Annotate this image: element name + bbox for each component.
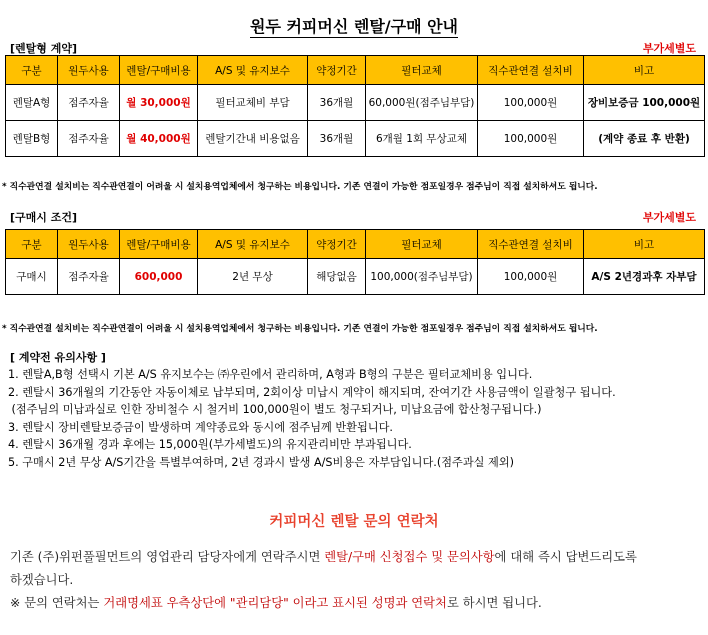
table-cell: 월 30,000원 bbox=[120, 85, 198, 121]
table-cell: 36개월 bbox=[308, 85, 366, 121]
contact-line bbox=[10, 592, 637, 615]
contact-info bbox=[10, 546, 637, 615]
header-cell: 직수관연결 설치비 bbox=[478, 230, 584, 259]
caution-item: 1. 렌탈A,B형 선택시 기본 A/S 유지보수는 ㈜우린에서 관리하며, A형과 B형의 구분은 필터교체비용 입니다. bbox=[8, 368, 533, 381]
table-cell: 100,000원 bbox=[478, 121, 584, 157]
table-cell: 6개월 1회 무상교체 bbox=[366, 121, 478, 157]
header-cell: 약정기간 bbox=[308, 56, 366, 85]
header-cell: 렌탈/구매비용 bbox=[120, 230, 198, 259]
contact-text: 기존 (주)위펀풀필먼트의 영업관리 담당자에게 연락주시면 bbox=[10, 550, 325, 564]
table-row bbox=[6, 85, 705, 121]
header-cell: 원두사용 bbox=[58, 230, 120, 259]
table-cell: 점주자율 bbox=[58, 85, 120, 121]
contact-highlight: 렌탈/구매 신청접수 및 문의사항 bbox=[324, 550, 495, 564]
table-cell: 점주자율 bbox=[58, 121, 120, 157]
contact-text: ※ 문의 연락처는 bbox=[10, 596, 104, 610]
caution-item: 3. 렌탈시 장비렌탈보증금이 발생하며 계약종료와 동시에 점주님께 반환됩니다. bbox=[8, 420, 393, 434]
contact-text: 에 대해 즉시 답변드리도록 bbox=[494, 550, 637, 564]
table-cell: 필터교체비 부담 bbox=[198, 85, 308, 121]
table-cell: 100,000원 bbox=[478, 259, 584, 295]
rental-header-row bbox=[6, 56, 705, 85]
header-cell: A/S 및 유지보수 bbox=[198, 56, 308, 85]
header-cell: 필터교체 bbox=[366, 56, 478, 85]
purchase-footnote: * 직수관연결 설치비는 직수관연결이 어려울 시 설치용역업체에서 청구하는 비용입니다. 기존 연결이 가능한 점포일경우 점주님이 직접 설치하셔도 됩니다. bbox=[2, 324, 598, 334]
table-cell: 렌탈A형 bbox=[6, 85, 58, 121]
table-row bbox=[6, 259, 705, 295]
caution-item: 5. 구매시 2년 무상 A/S기간을 특별부여하며, 2년 경과시 발생 A/S비용은 자부담입니다.(점주과실 제외) bbox=[8, 455, 514, 469]
header-cell: A/S 및 유지보수 bbox=[198, 230, 308, 259]
caution-item: (점주님의 미납과실로 인한 장비철수 시 철거비 100,000원이 별도 청구되거나, 미납요금에 합산청구됩니다.) bbox=[8, 403, 542, 416]
table-cell: 장비보증금 100,000원 bbox=[584, 85, 705, 121]
table-cell: 100,000(점주님부담) bbox=[366, 259, 478, 295]
header-cell: 구분 bbox=[6, 230, 58, 259]
contact-title: 커피머신 렌탈 문의 연락처 bbox=[269, 514, 439, 530]
caution-item: 2. 렌탈시 36개월의 기간동안 자동이체로 납부되며, 2회이상 미납시 계약이 해지되며, 잔여기간 사용금액이 일괄청구 됩니다. bbox=[8, 385, 616, 399]
rental-footnote: * 직수관연결 설치비는 직수관연결이 어려울 시 설치용역업체에서 청구하는 비용입니다. 기존 연결이 가능한 점포일경우 점주님이 직접 설치하셔도 됩니다. bbox=[2, 182, 598, 192]
table-row bbox=[6, 121, 705, 157]
contact-line: 하겠습니다. bbox=[10, 573, 74, 587]
table-cell: 렌탈B형 bbox=[6, 121, 58, 157]
table-cell: 36개월 bbox=[308, 121, 366, 157]
rental-table bbox=[5, 55, 705, 157]
caution-title: [ 계약전 유의사항 ] bbox=[10, 351, 106, 364]
caution-list bbox=[8, 366, 616, 471]
header-cell: 직수관연결 설치비 bbox=[478, 56, 584, 85]
table-cell: 60,000원(점주님부담) bbox=[366, 85, 478, 121]
rental-vat-note: 부가세별도 bbox=[642, 42, 696, 55]
contact-text: 로 하시면 됩니다. bbox=[446, 596, 542, 610]
header-cell: 약정기간 bbox=[308, 230, 366, 259]
table-cell: 100,000원 bbox=[478, 85, 584, 121]
header-cell: 비고 bbox=[584, 56, 705, 85]
header-cell: 원두사용 bbox=[58, 56, 120, 85]
purchase-section-label: [구매시 조건] bbox=[10, 211, 78, 224]
table-cell: A/S 2년경과후 자부담 bbox=[584, 259, 705, 295]
header-cell: 렌탈/구매비용 bbox=[120, 56, 198, 85]
purchase-header-row bbox=[6, 230, 705, 259]
table-cell: (계약 종료 후 반환) bbox=[584, 121, 705, 157]
contact-highlight: 거래명세표 우측상단에 "관리담당" 이라고 표시된 성명과 연락처 bbox=[103, 596, 447, 610]
header-cell: 구분 bbox=[6, 56, 58, 85]
purchase-vat-note: 부가세별도 bbox=[642, 211, 696, 224]
table-cell: 점주자율 bbox=[58, 259, 120, 295]
rental-section-label: [렌탈형 계약] bbox=[10, 42, 78, 55]
caution-item: 4. 렌탈시 36개월 경과 후에는 15,000원(부가세별도)의 유지관리비만 부과됩니다. bbox=[8, 438, 412, 451]
table-cell: 구매시 bbox=[6, 259, 58, 295]
table-cell: 월 40,000원 bbox=[120, 121, 198, 157]
table-cell: 렌탈기간내 비용없음 bbox=[198, 121, 308, 157]
table-cell: 600,000 bbox=[120, 259, 198, 295]
table-cell: 해당없음 bbox=[308, 259, 366, 295]
purchase-table bbox=[5, 229, 705, 295]
header-cell: 비고 bbox=[584, 230, 705, 259]
contact-line bbox=[10, 546, 637, 569]
header-cell: 필터교체 bbox=[366, 230, 478, 259]
page-title: 원두 커피머신 렌탈/구매 안내 bbox=[249, 17, 459, 36]
table-cell: 2년 무상 bbox=[198, 259, 308, 295]
